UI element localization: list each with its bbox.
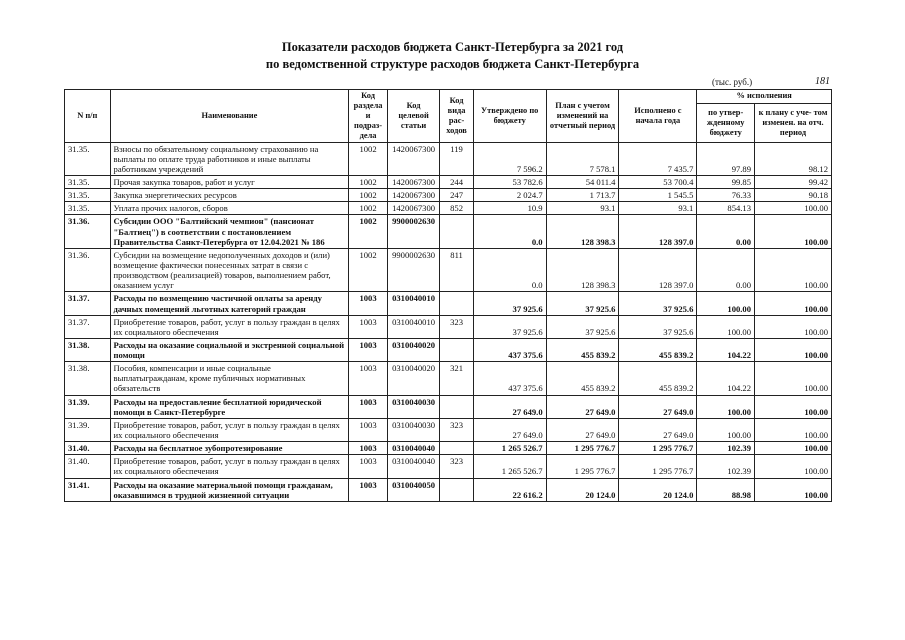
row-approved: 437 375.6 bbox=[473, 362, 546, 395]
row-type bbox=[440, 292, 473, 315]
row-executed: 93.1 bbox=[619, 202, 697, 215]
row-pct-approved: 100.00 bbox=[697, 395, 755, 418]
row-approved: 1 265 526.7 bbox=[473, 455, 546, 478]
page-number: 181 bbox=[815, 76, 830, 87]
row-executed: 128 397.0 bbox=[619, 248, 697, 292]
row-article: 0310040050 bbox=[387, 478, 440, 501]
row-pct-plan: 100.00 bbox=[755, 455, 832, 478]
row-article: 1420067300 bbox=[387, 189, 440, 202]
row-pct-plan: 100.00 bbox=[755, 442, 832, 455]
row-type: 323 bbox=[440, 315, 473, 338]
row-type: 119 bbox=[440, 142, 473, 175]
table-row bbox=[65, 202, 832, 215]
row-pct-plan: 100.00 bbox=[755, 418, 832, 441]
row-num: 31.35. bbox=[65, 142, 111, 175]
budget-table bbox=[64, 89, 832, 502]
row-article: 1420067300 bbox=[387, 175, 440, 188]
table-body bbox=[65, 142, 832, 501]
table-row bbox=[65, 315, 832, 338]
row-article: 0310040040 bbox=[387, 455, 440, 478]
row-executed: 455 839.2 bbox=[619, 338, 697, 361]
row-name: Приобретение товаров, работ, услуг в пользу граждан в целях их социального обеспечения bbox=[110, 455, 349, 478]
row-type: 323 bbox=[440, 455, 473, 478]
row-pct-plan: 100.00 bbox=[755, 202, 832, 215]
row-name: Уплата прочих налогов, сборов bbox=[110, 202, 349, 215]
row-name: Субсидии ООО "Балтийский чемпион" (пансионат "Балтиец") в соответствии с постановлением Правительства Санкт-Петербурга от 12.04.2021 № 186 bbox=[110, 215, 349, 248]
row-approved: 53 782.6 bbox=[473, 175, 546, 188]
row-section: 1002 bbox=[349, 175, 387, 188]
row-num: 31.35. bbox=[65, 189, 111, 202]
row-plan: 128 398.3 bbox=[546, 215, 619, 248]
row-pct-plan: 100.00 bbox=[755, 338, 832, 361]
row-type bbox=[440, 215, 473, 248]
table-row bbox=[65, 292, 832, 315]
header-type: Код вида рас- ходов bbox=[440, 90, 473, 143]
row-num: 31.40. bbox=[65, 442, 111, 455]
units-label: (тыс. руб.) bbox=[712, 77, 753, 87]
row-pct-plan: 100.00 bbox=[755, 395, 832, 418]
row-section: 1002 bbox=[349, 202, 387, 215]
row-pct-approved: 102.39 bbox=[697, 442, 755, 455]
row-plan: 20 124.0 bbox=[546, 478, 619, 501]
row-type bbox=[440, 478, 473, 501]
row-name: Расходы на оказание материальной помощи гражданам, оказавшимся в трудной жизненной ситуации bbox=[110, 478, 349, 501]
header-pct-group: % исполнения bbox=[697, 90, 832, 104]
row-num: 31.41. bbox=[65, 478, 111, 501]
row-type: 244 bbox=[440, 175, 473, 188]
row-executed: 455 839.2 bbox=[619, 362, 697, 395]
row-article: 0310040030 bbox=[387, 395, 440, 418]
row-section: 1002 bbox=[349, 142, 387, 175]
row-approved: 0.0 bbox=[473, 248, 546, 292]
row-section: 1003 bbox=[349, 315, 387, 338]
row-type: 321 bbox=[440, 362, 473, 395]
row-pct-plan: 90.18 bbox=[755, 189, 832, 202]
row-name: Приобретение товаров, работ, услуг в пользу граждан в целях их социального обеспечения bbox=[110, 418, 349, 441]
table-header bbox=[65, 90, 832, 143]
row-pct-approved: 88.98 bbox=[697, 478, 755, 501]
row-name: Расходы по возмещению частичной оплаты за аренду дачных помещений льготных категорий граждан bbox=[110, 292, 349, 315]
row-article: 1420067300 bbox=[387, 142, 440, 175]
row-section: 1003 bbox=[349, 338, 387, 361]
row-pct-approved: 854.13 bbox=[697, 202, 755, 215]
row-section: 1003 bbox=[349, 478, 387, 501]
row-name: Расходы на бесплатное зубопротезирование bbox=[110, 442, 349, 455]
row-num: 31.37. bbox=[65, 315, 111, 338]
header-section: Код раздела и подраз- дела bbox=[349, 90, 387, 143]
row-name: Субсидии на возмещение недополученных доходов и (или) возмещение фактически понесенных затрат в связи с производством (реализацией) товаров, выполнением работ, оказанием услуг bbox=[110, 248, 349, 292]
row-num: 31.38. bbox=[65, 362, 111, 395]
row-num: 31.36. bbox=[65, 215, 111, 248]
row-executed: 1 545.5 bbox=[619, 189, 697, 202]
row-num: 31.35. bbox=[65, 202, 111, 215]
row-pct-plan: 99.42 bbox=[755, 175, 832, 188]
row-num: 31.35. bbox=[65, 175, 111, 188]
row-approved: 37 925.6 bbox=[473, 292, 546, 315]
header-article: Код целевой статьи bbox=[387, 90, 440, 143]
row-name: Прочая закупка товаров, работ и услуг bbox=[110, 175, 349, 188]
row-plan: 37 925.6 bbox=[546, 315, 619, 338]
row-executed: 1 295 776.7 bbox=[619, 455, 697, 478]
table-row bbox=[65, 215, 832, 248]
row-pct-approved: 100.00 bbox=[697, 418, 755, 441]
row-approved: 437 375.6 bbox=[473, 338, 546, 361]
row-pct-plan: 100.00 bbox=[755, 292, 832, 315]
row-type: 323 bbox=[440, 418, 473, 441]
table-row bbox=[65, 175, 832, 188]
row-approved: 27 649.0 bbox=[473, 418, 546, 441]
row-executed: 1 295 776.7 bbox=[619, 442, 697, 455]
row-pct-approved: 0.00 bbox=[697, 248, 755, 292]
table-row bbox=[65, 395, 832, 418]
row-article: 9900002630 bbox=[387, 248, 440, 292]
row-pct-approved: 104.22 bbox=[697, 362, 755, 395]
row-section: 1002 bbox=[349, 248, 387, 292]
row-name: Приобретение товаров, работ, услуг в пользу граждан в целях их социального обеспечения bbox=[110, 315, 349, 338]
row-article: 0310040010 bbox=[387, 292, 440, 315]
table-row bbox=[65, 418, 832, 441]
row-executed: 128 397.0 bbox=[619, 215, 697, 248]
row-num: 31.39. bbox=[65, 418, 111, 441]
row-num: 31.40. bbox=[65, 455, 111, 478]
table-row bbox=[65, 362, 832, 395]
row-name: Расходы на предоставление бесплатной юридической помощи в Санкт-Петербурге bbox=[110, 395, 349, 418]
row-approved: 1 265 526.7 bbox=[473, 442, 546, 455]
header-executed: Исполнено с начала года bbox=[619, 90, 697, 143]
row-name: Закупка энергетических ресурсов bbox=[110, 189, 349, 202]
row-pct-approved: 76.33 bbox=[697, 189, 755, 202]
row-article: 0310040030 bbox=[387, 418, 440, 441]
row-executed: 27 649.0 bbox=[619, 418, 697, 441]
row-plan: 455 839.2 bbox=[546, 362, 619, 395]
row-article: 0310040020 bbox=[387, 362, 440, 395]
row-pct-approved: 100.00 bbox=[697, 315, 755, 338]
row-pct-approved: 99.85 bbox=[697, 175, 755, 188]
row-pct-plan: 100.00 bbox=[755, 215, 832, 248]
row-pct-plan: 98.12 bbox=[755, 142, 832, 175]
page-subtitle: по ведомственной структуре расходов бюджета Санкт-Петербурга bbox=[265, 57, 640, 71]
row-executed: 53 700.4 bbox=[619, 175, 697, 188]
row-pct-plan: 100.00 bbox=[755, 248, 832, 292]
row-plan: 455 839.2 bbox=[546, 338, 619, 361]
row-approved: 7 596.2 bbox=[473, 142, 546, 175]
header-pct-approved: по утвер- жденному бюджету bbox=[697, 103, 755, 142]
row-type: 811 bbox=[440, 248, 473, 292]
row-plan: 37 925.6 bbox=[546, 292, 619, 315]
header-num: N п/п bbox=[65, 90, 111, 143]
row-num: 31.37. bbox=[65, 292, 111, 315]
header-name: Наименование bbox=[110, 90, 349, 143]
row-article: 0310040040 bbox=[387, 442, 440, 455]
row-plan: 7 578.1 bbox=[546, 142, 619, 175]
row-approved: 27 649.0 bbox=[473, 395, 546, 418]
row-approved: 37 925.6 bbox=[473, 315, 546, 338]
row-article: 0310040020 bbox=[387, 338, 440, 361]
row-section: 1002 bbox=[349, 215, 387, 248]
row-executed: 20 124.0 bbox=[619, 478, 697, 501]
row-pct-approved: 0.00 bbox=[697, 215, 755, 248]
row-approved: 0.0 bbox=[473, 215, 546, 248]
row-name: Расходы на оказание социальной и экстренной социальной помощи bbox=[110, 338, 349, 361]
row-plan: 1 295 776.7 bbox=[546, 455, 619, 478]
row-type bbox=[440, 338, 473, 361]
row-executed: 7 435.7 bbox=[619, 142, 697, 175]
table-row bbox=[65, 338, 832, 361]
row-approved: 2 024.7 bbox=[473, 189, 546, 202]
header-plan: План с учетом изменений на отчетный период bbox=[546, 90, 619, 143]
row-plan: 128 398.3 bbox=[546, 248, 619, 292]
row-type: 247 bbox=[440, 189, 473, 202]
row-plan: 54 011.4 bbox=[546, 175, 619, 188]
row-section: 1003 bbox=[349, 362, 387, 395]
header-pct-plan: к плану с уче- том изменен. на отч. период bbox=[755, 103, 832, 142]
row-pct-plan: 100.00 bbox=[755, 315, 832, 338]
row-section: 1003 bbox=[349, 418, 387, 441]
table-row bbox=[65, 455, 832, 478]
row-pct-approved: 104.22 bbox=[697, 338, 755, 361]
row-pct-plan: 100.00 bbox=[755, 362, 832, 395]
row-plan: 1 295 776.7 bbox=[546, 442, 619, 455]
row-section: 1002 bbox=[349, 189, 387, 202]
row-executed: 37 925.6 bbox=[619, 292, 697, 315]
row-article: 1420067300 bbox=[387, 202, 440, 215]
row-num: 31.38. bbox=[65, 338, 111, 361]
row-article: 0310040010 bbox=[387, 315, 440, 338]
row-plan: 27 649.0 bbox=[546, 395, 619, 418]
table-row bbox=[65, 248, 832, 292]
row-section: 1003 bbox=[349, 292, 387, 315]
row-pct-approved: 100.00 bbox=[697, 292, 755, 315]
row-pct-approved: 97.89 bbox=[697, 142, 755, 175]
row-type bbox=[440, 395, 473, 418]
row-article: 9900002630 bbox=[387, 215, 440, 248]
table-row bbox=[65, 442, 832, 455]
row-plan: 27 649.0 bbox=[546, 418, 619, 441]
row-pct-plan: 100.00 bbox=[755, 478, 832, 501]
row-executed: 37 925.6 bbox=[619, 315, 697, 338]
row-section: 1003 bbox=[349, 395, 387, 418]
table-row bbox=[65, 478, 832, 501]
row-approved: 10.9 bbox=[473, 202, 546, 215]
row-name: Пособия, компенсации и иные социальные выплатыгражданам, кроме публичных нормативных обязательств bbox=[110, 362, 349, 395]
header-approved: Утверждено по бюджету bbox=[473, 90, 546, 143]
row-executed: 27 649.0 bbox=[619, 395, 697, 418]
row-plan: 93.1 bbox=[546, 202, 619, 215]
page-title: Показатели расходов бюджета Санкт-Петербурга за 2021 год bbox=[281, 40, 624, 54]
row-approved: 22 616.2 bbox=[473, 478, 546, 501]
table-row bbox=[65, 142, 832, 175]
row-type bbox=[440, 442, 473, 455]
table-row bbox=[65, 189, 832, 202]
row-pct-approved: 102.39 bbox=[697, 455, 755, 478]
row-section: 1003 bbox=[349, 455, 387, 478]
row-type: 852 bbox=[440, 202, 473, 215]
row-num: 31.36. bbox=[65, 248, 111, 292]
row-name: Взносы по обязательному социальному страхованию на выплаты по оплате труда работников и иные выплаты работникам учреждений bbox=[110, 142, 349, 175]
row-plan: 1 713.7 bbox=[546, 189, 619, 202]
row-num: 31.39. bbox=[65, 395, 111, 418]
row-section: 1003 bbox=[349, 442, 387, 455]
